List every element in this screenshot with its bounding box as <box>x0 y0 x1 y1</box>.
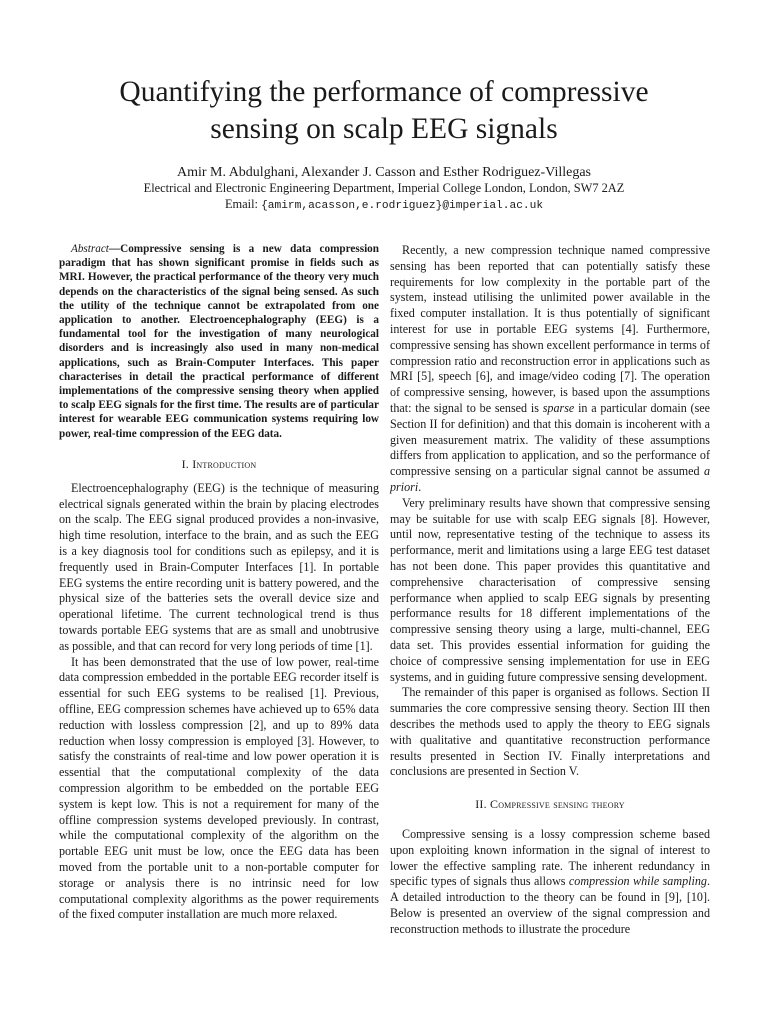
section-heading-introduction: I. Introduction <box>181 456 257 471</box>
term-compression-while-sampling: compression while sampling <box>568 874 707 889</box>
left-column <box>59 242 379 923</box>
section-heading-compressive-sensing-theory: II. Compressive sensing theory <box>475 797 625 812</box>
intro-paragraph-3 <box>390 243 710 496</box>
paper-title <box>60 74 708 148</box>
paper-title-line-2: sensing on scalp EEG signals <box>210 113 558 145</box>
paper-title-line-1: Quantifying the performance of compressive <box>119 76 649 108</box>
author-list: Amir M. Abdulghani, Alexander J. Casson and Esther Rodriguez-Villegas <box>176 165 592 180</box>
intro-paragraph-3-part-2: in a particular domain (see Section II for definition) and that this domain is incoherent with a given measurement matrix. The validity of these assumptions differs from application to application, and so the performance of compressive sensing on a particular signal cannot be assumed <box>390 400 711 479</box>
theory-paragraph-1-part-2: . A detailed introduction to the theory can be found in [9], [10]. Below is presented an overview of the signal compression and reconstruction methods to illustrate the procedure <box>390 874 710 936</box>
intro-paragraph-4: Very preliminary results have shown that compressive sensing may be suitable for use with scalp EEG signals [8]. However, until now, representative testing of the technique to assess its performance, merit and limitations using a large EEG test dataset has not been done. This paper provides this quantitative and comprehensive characterisation of compressive sensing performance when applied to scalp EEG signals by presenting performance results for 18 different implementations of the compressive sensing theory using a large, multi-channel, EEG data set. This provides essential information for guiding the choice of compressive sensing implementation for use in EEG systems, and in guiding future compressive sensing development. <box>390 495 710 684</box>
right-column <box>390 243 710 938</box>
theory-paragraph-1 <box>390 827 710 938</box>
email-label: Email: <box>224 197 262 211</box>
intro-paragraph-5: The remainder of this paper is organised as follows. Section II summaries the core compressive sensing theory. Section III then describes the methods used to apply the theory to EEG signals with qualitative and quantitative reconstruction performance results presented in Section IV. Finally interpretations and conclusions are presented in Section V. <box>390 685 710 779</box>
intro-paragraph-2: It has been demonstrated that the use of low power, real-time data compression embedded in the portable EEG recorder itself is essential for such EEG systems to be realised [1]. Previous, offline, EEG compression schemes have achieved up to 65% data reduction with lossless compression [2], and up to 89% data reduction when lossy compression is employed [3]. However, to satisfy the constraints of real-time and low power operation it is essential that the computational complexity of the data compression algorithm to be embedded on the portable EEG system is kept low. This is not a requirement for many of the offline compression systems developed previously. In contrast, while the computational complexity of the algorithm on the portable EEG unit must be low, once the EEG data has been moved from the portable unit to a non-portable computer for storage or analysis there is no intrinsic need for low computational complexity algorithms as the power requirements of the fixed computer installation are much more relaxed. <box>59 654 379 922</box>
intro-paragraph-1: Electroencephalography (EEG) is the technique of measuring electrical signals generated within the brain by placing electrodes on the scalp. The EEG signal produced provides a non-invasive, high time resolution, interface to the brain, and as such the EEG is a key diagnosis tool for conditions such as epilepsy, and it is frequently used in Brain-Computer Interfaces [1]. In portable EEG systems the entire recording unit is battery powered, and the physical size of the batteries sets the overall device size and operational lifetime. The current technological trend is thus towards portable EEG systems that are as small and unobtrusive as possible, and that can record for very long periods of time [1]. <box>59 480 379 653</box>
abstract-dash: — <box>108 243 121 255</box>
abstract <box>59 242 379 441</box>
email-address: {amirm,acasson,e.rodriguez}@imperial.ac.uk <box>261 200 544 212</box>
term-sparse: sparse <box>542 400 575 415</box>
author-affiliation: Electrical and Electronic Engineering Department, Imperial College London, London, SW7 2AZ <box>143 181 625 195</box>
theory-paragraph-1-part-1: Compressive sensing is a lossy compression scheme based upon exploiting known information in the signal of interest to lower the effective sampling rate. The inherent redundancy in specific types of signals thus allows <box>390 827 710 889</box>
term-a-priori: a priori <box>390 464 710 494</box>
abstract-text: Compressive sensing is a new data compression paradigm that has shown significant promise in fields such as MRI. However, the practical performance of the theory very much depends on the characteristics of the signal being sensed. As such the utility of the technique cannot be extrapolated from one application to another. Electroencephalography (EEG) is a fundamental tool for the investigation of many neurological disorders and is increasingly also used in many non-medical applications, such as Brain-Computer Interfaces. This paper characterises in detail the practical performance of different implementations of the compressive sensing theory when applied to scalp EEG signals for the first time. The results are of particular interest for wearable EEG communication systems requiring low power, real-time compression of the EEG data. <box>59 243 379 440</box>
intro-paragraph-3-part-3: . <box>418 479 422 494</box>
abstract-label: Abstract <box>71 243 109 255</box>
author-email <box>60 196 708 214</box>
intro-paragraph-3-part-1: Recently, a new compression technique named compressive sensing has been reported that can potentially satisfy these requirements for low complexity in the portable part of the system, instead utilising the unlimited power available in the fixed computer installation. It is thus potentially of significant interest for use in portable EEG systems [4]. Furthermore, compressive sensing has shown excellent performance in terms of compression ratio and reconstruction error in applications such as MRI [5], speech [6], and image/video coding [7]. The operation of compressive sensing, however, is based upon the assumptions that: the signal to be sensed is <box>390 243 710 415</box>
